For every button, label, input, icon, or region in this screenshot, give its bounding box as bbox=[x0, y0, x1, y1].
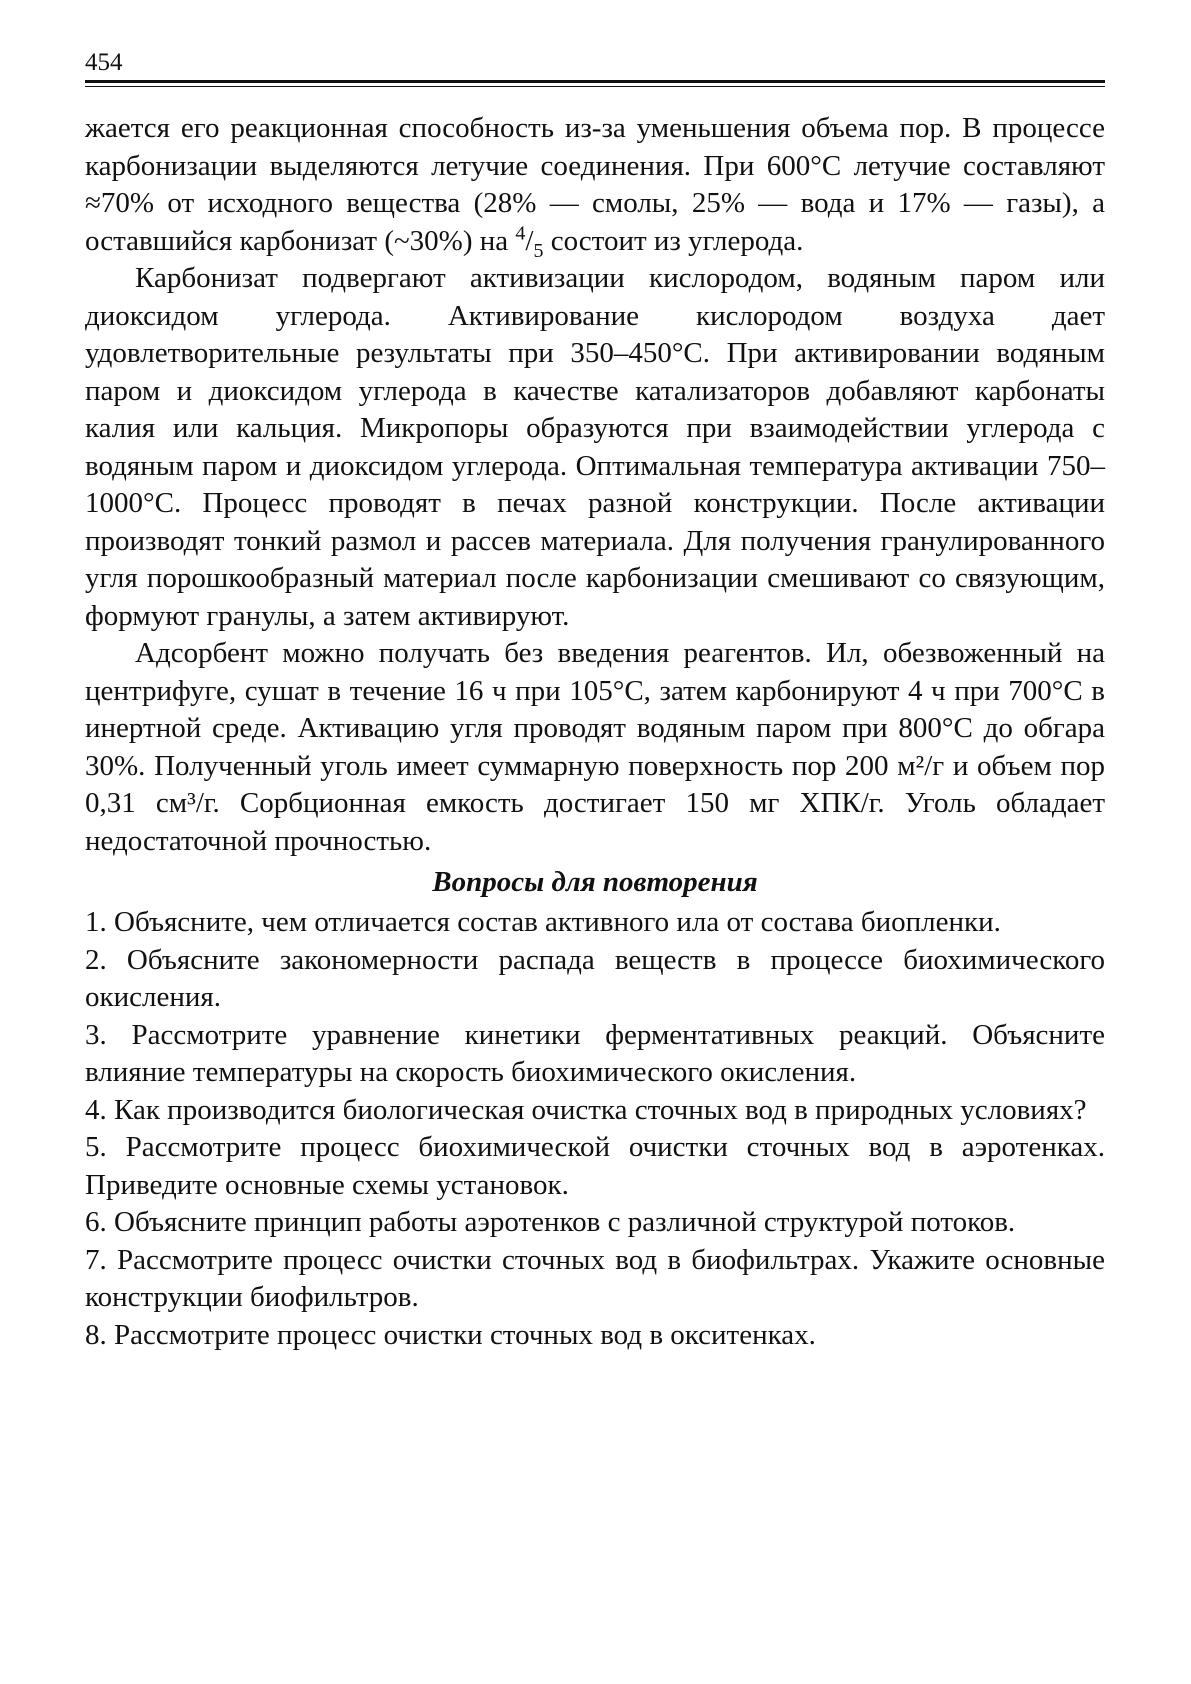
question-item: 2. Объясните закономерности распада веществ в процессе биохимического окисления. bbox=[85, 943, 1105, 1013]
fraction-numerator: 4 bbox=[515, 221, 526, 244]
body-text bbox=[85, 110, 1105, 1354]
book-page bbox=[85, 0, 1105, 1684]
question-item: 3. Рассмотрите уравнение кинетики ферментативных реакций. Объясните влияние температуры на скорость биохимического окисления. bbox=[85, 1018, 1105, 1088]
paragraph-adsorbent: Адсорбент можно получать без введения реагентов. Ил, обезвоженный на центрифуге, сушат в течение 16 ч при 105°С, затем карбонируют 4 ч при 700°С в инертной среде. Активацию угля проводят водяным паром при 800°С до обгара 30%. Полученный уголь имеет суммарную поверхность пор 200 м²/г и объем пор 0,31 см³/г. Сорбционная емкость достигает 150 мг ХПК/г. Уголь обладает недостаточной прочностью. bbox=[85, 637, 1105, 857]
question-item: 6. Объясните принцип работы аэротенков с различной структурой потоков. bbox=[85, 1206, 1016, 1238]
header-rule-thick bbox=[85, 80, 1105, 83]
fraction-denominator: 5 bbox=[533, 239, 544, 262]
section-title: Вопросы для повторения bbox=[432, 866, 758, 898]
paragraph-text: жается его реакционная способность из-за уменьшения объема пор. В процессе карбонизации выделяются летучие соединения. При 600°С летучие составляют ≈70% от исходного вещества (28% — смолы, 25% — вода и 17% — газы), а оставшийся карбонизат (~30%) на bbox=[85, 112, 1105, 257]
fraction-separator: / bbox=[525, 224, 534, 257]
paragraph-activation: Карбонизат подвергают активизации кислородом, водяным паром или диоксидом углерода. Активирование кислородом воздуха дает удовлетворительные результаты при 350–450°С. При активировании водяным паром и диоксидом углерода в качестве катализаторов добавляют карбонаты калия или кальция. Микропоры образуются при взаимодействии углерода с водяным паром и диоксидом углерода. Оптимальная температура активации 750–1000°С. Процесс проводят в печах разной конструкции. После активации производят тонкий размол и рассев материала. Для получения гранулированного угля порошкообразный материал после карбонизации смешивают со связующим, формуют гранулы, а затем активируют. bbox=[85, 262, 1105, 632]
questions-list bbox=[85, 904, 1105, 1354]
question-item: 4. Как производится биологическая очистка сточных вод в природных условиях? bbox=[85, 1093, 1087, 1126]
paragraph-carbonization bbox=[85, 110, 1105, 260]
header-rule-thin bbox=[85, 86, 1105, 87]
paragraph-text: состоит из углерода. bbox=[543, 224, 804, 257]
question-item: 7. Рассмотрите процесс очистки сточных вод в биофильтрах. Укажите основные конструкции биофильтров. bbox=[85, 1243, 1105, 1313]
question-item: 8. Рассмотрите процесс очистки сточных вод в окситенках. bbox=[85, 1318, 816, 1351]
question-item: 5. Рассмотрите процесс биохимической очистки сточных вод в аэротенках. Приведите основные схемы установок. bbox=[85, 1131, 1105, 1201]
page-number: 454 bbox=[85, 49, 123, 76]
question-item: 1. Объясните, чем отличается состав активного ила от состава биопленки. bbox=[85, 906, 1001, 938]
